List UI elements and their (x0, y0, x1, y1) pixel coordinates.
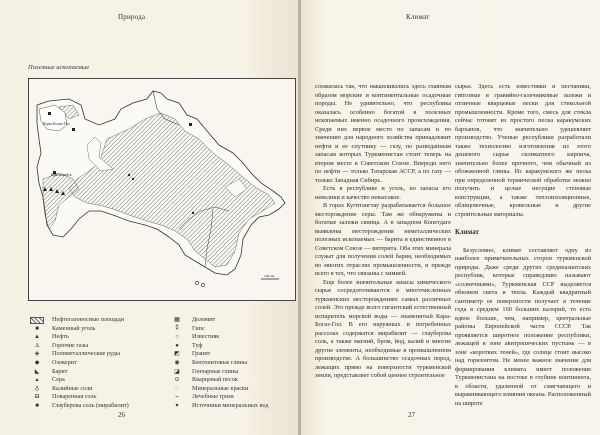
text-column-2 (455, 83, 591, 408)
tuff-symbol-icon: ● (175, 342, 179, 349)
legend-item: ● Туф (170, 342, 269, 351)
ozokerite-symbol-icon: ◆ (34, 359, 40, 366)
legend-item: ○ Известняк (170, 333, 269, 342)
legend-item: ◉ Бентонитовые глины (170, 359, 269, 368)
therapeutic-mud-symbol-icon: ⌣ (175, 394, 179, 401)
coal-symbol-icon: ■ (35, 325, 39, 332)
legend-item: ⊙ Кварцевый песок (170, 376, 269, 385)
potash-symbol-icon: ♁ (34, 385, 40, 392)
legend-item: Δ Горючие газы (30, 342, 129, 351)
map-legend-column-1 (30, 316, 129, 411)
legend-item: ⊟ Поваренная соль (30, 393, 129, 402)
legend-item: ⁑ Гипс (170, 325, 269, 334)
legend-item: ⌣ Лечебные грязи (170, 393, 269, 402)
paragraph: сырье. Здесь есть известняки и песчаники, гипсовые и гравийно-галечниковые залежи и отличные кварцевые пески для стекольной промышленности. Кроме того, смесь для стекла сейчас готовят из простого песка каракумских барханов, что значительно удешевляет производство. Ученые республики разработали также технологию изготовления из этого дешевого сырья силикатного кирпича, значительно более прочного, чем обычный из обожженной глины. Из каракумского же песка при определенной термической обработке можно получить и целые несущие стеновые конструкции, а также теплоизоляционные, облицовочные, кровельные и другие строительные материалы. (455, 83, 591, 218)
map-label-kara-bogaz-gol: Кара-Богаз-Гол (43, 121, 70, 126)
legend-item: ▦ Доломит (170, 316, 269, 325)
mineral-spring-symbol-icon: ▾ (175, 402, 179, 409)
map-label-krasnovodsk: Красноводск (51, 173, 72, 177)
oil-symbol-icon: ▲ (34, 334, 40, 341)
gypsum-symbol-icon: ⁑ (175, 325, 179, 332)
pottery-clay-symbol-icon: ◪ (174, 368, 180, 375)
legend-item: ▾ Источники минеральных вод (170, 402, 269, 411)
scale-label: 100 км (264, 274, 275, 278)
hatch-pattern-icon (30, 317, 44, 324)
paragraph: В горах Кугитангтау разрабатывается большое месторождение серы. Там же обнаружены и богатые залежи свинца. А в западном Копетдаге выявлены месторождения неметаллических полезных ископаемых — барита и единственное в Советском Союзе — витерита. Оба этих минерала служат для получения солей бария, необходимых во многих отраслях промышленности, и прежде всего в тех, что связаны с химией. (315, 202, 451, 277)
granite-symbol-icon: ◩ (174, 351, 180, 358)
gas-symbol-icon: Δ (35, 342, 39, 349)
legend-item: ◆ Озокерит (30, 359, 129, 368)
paragraph: Еще более значительные запасы химического сырья сосредоточиваются в многочисленных туркменских месторождениях самых различных солей. Это прежде всего гигантский естественный испаритель морской воды — знаменитый Кара-Богаз-Гол. В его наружных и погребенных рассолах содержатся мирабилит — глауберова соль, а также магний, бром, йод, калий и многие другие элементы, необходимые в промышленном производстве. А большинство осадочных пород, лежащих прямо на поверхности туркменской земли, представляет собой ценное строительное (315, 278, 451, 379)
salt-symbol-icon: ⊟ (34, 394, 40, 401)
polymetal-symbol-icon: ◈ (34, 351, 40, 358)
legend-item: ▲ Нефть (30, 333, 129, 342)
page-number: 26 (118, 411, 125, 419)
dolomite-symbol-icon: ▦ (174, 317, 180, 323)
right-page (301, 0, 600, 435)
legend-item: ◩ Гранит (170, 350, 269, 359)
legend-item: ■ Каменный уголь (30, 325, 129, 334)
text-column-1 (315, 83, 451, 381)
bentonite-symbol-icon: ◉ (174, 359, 180, 366)
map-legend-column-2 (170, 316, 269, 411)
legend-item: ◈ Полиметаллические руды (30, 350, 129, 359)
legend-item: ◌ Минеральные краски (170, 385, 269, 394)
left-page (0, 0, 299, 435)
paragraph: сложилась так, что накапливались здесь главным образом морские и континентальные осадочные породы. Не удивительно, что республика оказалась особенно богатой в полезных ископаемых именно осадочного происхождения. Среди них первое место по запасам и по значению для народного хозяйства принадлежит нефти и ее спутнику — газу, по разведанным запасам которых Туркменистан стоит теперь на втором месте в Советском Союзе. Впереди него по нефти — только Татарская АССР, а по газу — только Западная Сибирь. (315, 83, 451, 184)
limestone-symbol-icon: ○ (175, 334, 179, 341)
legend-item: ◣ Барит (30, 368, 129, 377)
section-caption: Полезные ископаемые (28, 64, 90, 71)
legend-item: ▴ Сера (30, 376, 129, 385)
legend-item-oil-gas-areas: Нефтегазоносные площади (30, 316, 129, 325)
legend-item: ♁ Калийные соли (30, 385, 129, 394)
turkmenistan-map-graphic (29, 79, 295, 300)
mineral-resources-map (28, 78, 296, 301)
legend-item: ■ Глауберова соль (мирабилит) (30, 402, 129, 411)
running-head: Климат (406, 13, 430, 21)
paragraph: Безусловно, климат составляет одну из наиболее примечательных сторон туркменской природы. Даже среди других среднеазиатских республик, которые справедливо называют «солнечными», Туркменская ССР выделяется обилием света и тепла. Каждый квадратный сантиметр ее поверхности получает в течение года в среднем 160 больших калорий, то есть вдвое больше, чем, например, центральные районы Европейской части СССР. Так проявляется широтное положение республики, лежащей в зоне авитропических пустынь — в зоне «коротких теней», где солнце стоит высоко над горизонтом. Не менее важное значение для формирования климата имеет положение Туркменистана на востоке в глубине континента, в области, удаленной от смягчающего и выравнивающего влияния океана. Расположенный на широте (455, 246, 591, 407)
legend-item: ◪ Гончарные глины (170, 368, 269, 377)
sulfur-symbol-icon: ▴ (35, 377, 39, 384)
mirabilite-symbol-icon: ■ (35, 402, 39, 409)
quartz-sand-symbol-icon: ⊙ (174, 377, 180, 384)
section-heading-climate: Климат (455, 229, 479, 236)
paragraph: Есть в республике и уголь, но запасы его невелики и качество невысокое. (315, 185, 451, 201)
running-head: Природа (118, 13, 146, 21)
barite-symbol-icon: ◣ (34, 368, 40, 375)
mineral-paint-symbol-icon: ◌ (175, 385, 179, 392)
page-number: 27 (408, 411, 415, 419)
